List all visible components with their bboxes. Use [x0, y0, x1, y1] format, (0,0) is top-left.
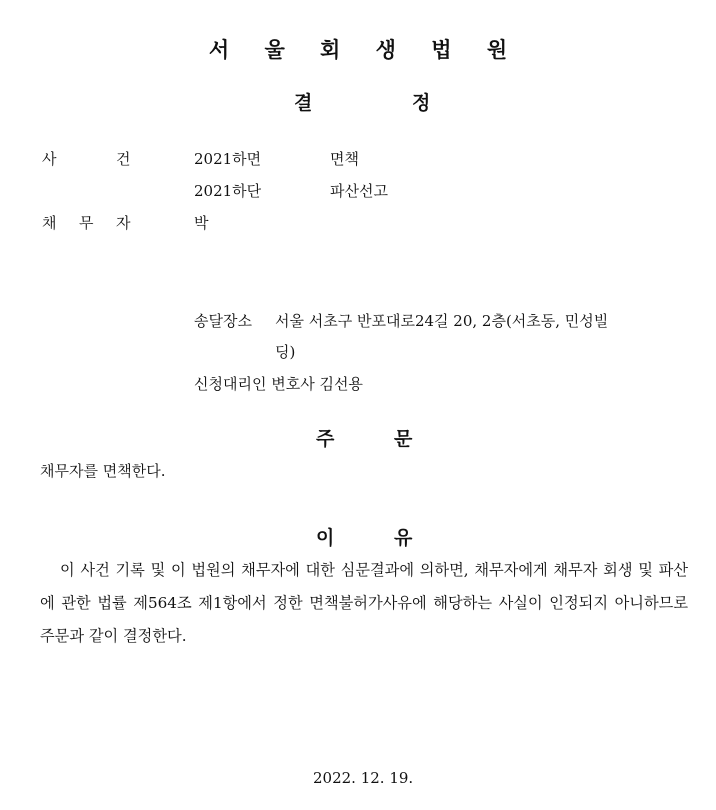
reason-heading-left: 이	[316, 527, 335, 549]
debtor-label-char-2: 무	[79, 214, 94, 232]
debtor-label-char-1: 채	[42, 214, 57, 232]
reason-text: 이 사건 기록 및 이 법원의 채무자에 대한 심문결과에 의하면, 채무자에게 채무자 회생 및 파산에 관한 법률 제564조 제1항에서 정한 면책불허가사유에 해당하는 사실이 인정되지 아니하므로 주문과 같이 결정한다.	[40, 561, 688, 645]
case-name-2: 파산선고	[330, 182, 388, 200]
case-name-1: 면책	[330, 150, 359, 168]
case-label-char-2: 건	[116, 150, 131, 168]
delivery-label: 송달장소	[194, 312, 252, 330]
order-text: 채무자를 면책한다.	[40, 462, 166, 480]
delivery-address-line-1: 서울 서초구 반포대로24길 20, 2층(서초동, 민성빌	[275, 312, 609, 330]
decision-date: 2022. 12. 19.	[313, 769, 414, 787]
court-name: 서 울 회 생 법 원	[208, 38, 522, 62]
doc-title-right: 정	[412, 92, 431, 114]
order-heading-left: 주	[316, 428, 335, 450]
order-heading-right: 문	[394, 428, 413, 450]
debtor-label-char-3: 자	[116, 214, 131, 232]
reason-paragraph	[40, 554, 688, 653]
reason-heading-right: 유	[394, 527, 413, 549]
case-number-2: 2021하단	[194, 182, 262, 200]
debtor-name: 박	[194, 214, 209, 232]
case-number-1: 2021하면	[194, 150, 262, 168]
delivery-address-line-2: 딩)	[275, 343, 296, 361]
agent-text: 신청대리인 변호사 김선용	[194, 375, 363, 393]
case-label-char-1: 사	[42, 150, 57, 168]
doc-title-left: 결	[294, 92, 313, 114]
